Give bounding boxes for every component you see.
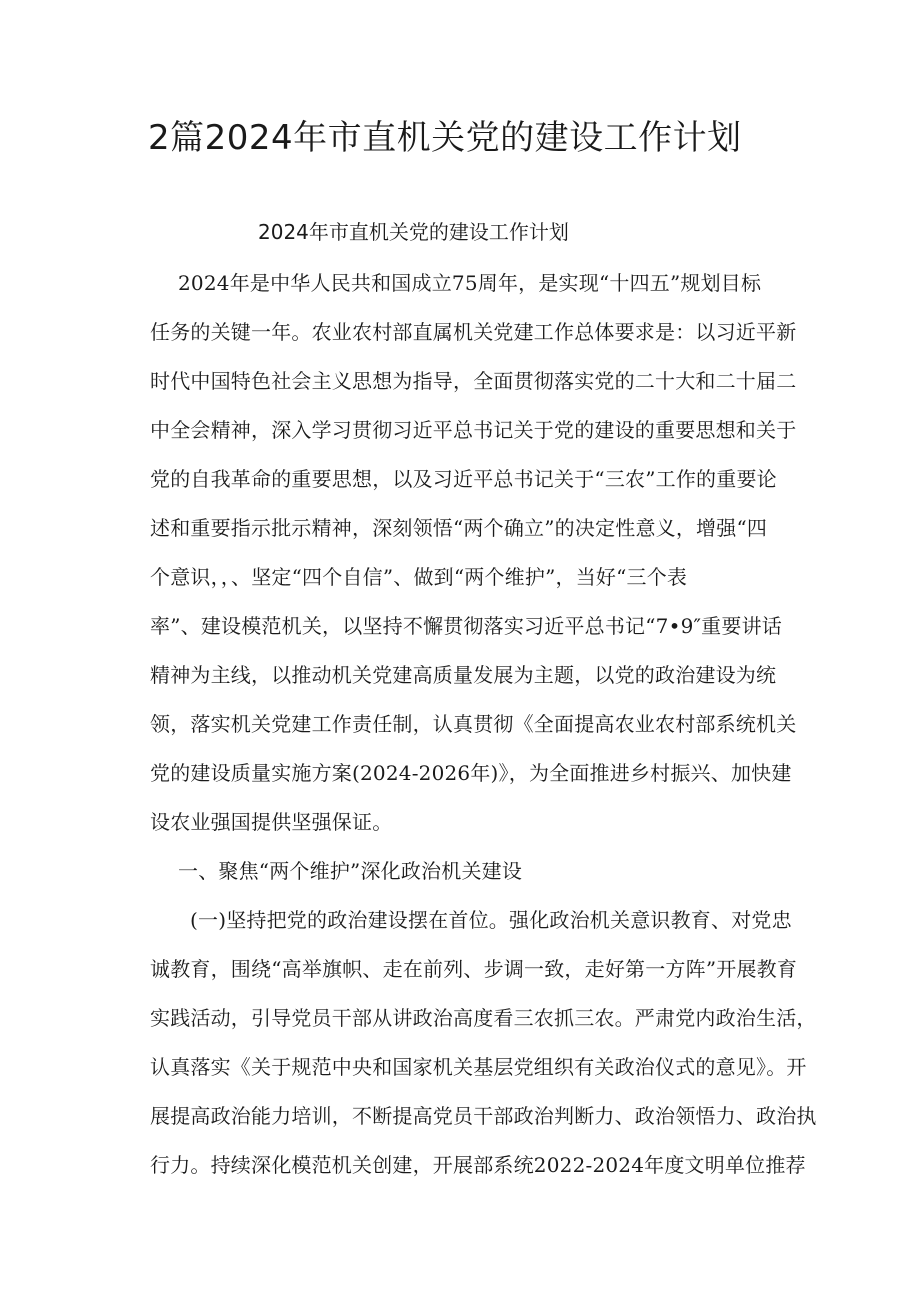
paragraph-line: 认真落实《关于规范中央和国家机关基层党组织有关政治仪式的意见》。开 bbox=[150, 1055, 807, 1079]
document-title: 2篇2024年市直机关党的建设工作计划 bbox=[148, 118, 742, 158]
paragraph-line: 党的建设质量实施方案(2024-2026年)》，为全面推进乡村振兴、加快建 bbox=[150, 761, 792, 785]
paragraph-line: 党的自我革命的重要思想，以及习近平总书记关于“三农”工作的重要论 bbox=[150, 467, 777, 491]
document-subtitle: 2024年市直机关党的建设工作计划 bbox=[258, 220, 569, 244]
paragraph-line: (一)坚持把党的政治建设摆在首位。强化政治机关意识教育、对党忠 bbox=[190, 908, 792, 932]
paragraph-line: 行力。持续深化模范机关创建，开展部系统2022-2024年度文明单位推荐 bbox=[150, 1153, 806, 1177]
paragraph-line: 设农业强国提供坚强保证。 bbox=[150, 810, 393, 834]
paragraph-line: 任务的关键一年。农业农村部直属机关党建工作总体要求是：以习近平新 bbox=[150, 320, 797, 344]
paragraph-line: 2024年是中华人民共和国成立75周年，是实现“十四五”规划目标 bbox=[178, 271, 762, 295]
paragraph-line: 述和重要指示批示精神，深刻领悟“两个确立”的决定性意义，增强“四 bbox=[150, 516, 768, 540]
paragraph-line: 领，落实机关党建工作责任制，认真贯彻《全面提高农业农村部系统机关 bbox=[150, 712, 797, 736]
paragraph-line: 诚教育，围绕“高举旗帜、走在前列、步调一致，走好第一方阵”开展教育 bbox=[150, 957, 798, 981]
paragraph-line: 实践活动，引导党员干部从讲政治高度看三农抓三农。严肃党内政治生活， bbox=[150, 1006, 817, 1030]
paragraph-line: 精神为主线，以推动机关党建高质量发展为主题，以党的政治建设为统 bbox=[150, 663, 777, 687]
paragraph-line: 率”、建设模范机关，以坚持不懈贯彻落实习近平总书记“7•9″重要讲话 bbox=[150, 614, 782, 638]
paragraph-line: 中全会精神，深入学习贯彻习近平总书记关于党的建设的重要思想和关于 bbox=[150, 418, 797, 442]
section-heading: 一、聚焦“两个维护”深化政治机关建设 bbox=[178, 859, 523, 883]
paragraph-line: 展提高政治能力培训，不断提高党员干部政治判断力、政治领悟力、政治执 bbox=[150, 1104, 817, 1128]
paragraph-line: 个意识，，、坚定“四个自信”、做到“两个维护”，当好“三个表 bbox=[150, 565, 688, 589]
paragraph-line: 时代中国特色社会主义思想为指导，全面贯彻落实党的二十大和二十届二 bbox=[150, 369, 797, 393]
